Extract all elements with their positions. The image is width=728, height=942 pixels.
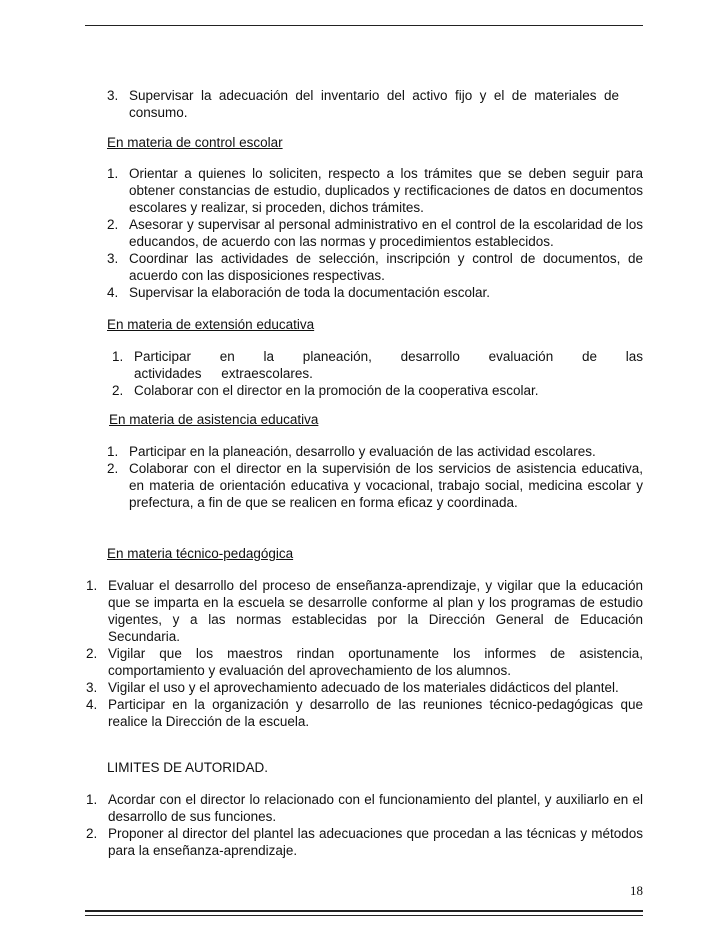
list-item: 4. Supervisar la elaboración de toda la documentación escolar. [107,285,490,300]
list-item: 2. Colaborar con el director en la promoción de la cooperativa escolar. [112,383,539,398]
asistencia-educativa-list [107,443,643,511]
list-item: 2. Asesorar y supervisar al personal administrativo en el control de la escolaridad de los educandos, de acuerdo con las normas y procedimientos establecidos. [107,217,643,249]
list-item: 1. Participar en la planeación, desarrollo evaluación de las actividades extraescolares. [112,349,643,381]
section-heading-limites-de-autoridad: LIMITES DE AUTORIDAD. [107,760,269,775]
extension-educativa-list [112,348,643,399]
list-item: 2. Proponer al director del plantel las adecuaciones que procedan a las técnicas y métodos para la enseñanza-aprendizaje. [86,826,643,858]
list-item: 2. Vigilar que los maestros rindan oportunamente los informes de asistencia, comportamiento y evaluación del aprovechamiento de los alumnos. [86,646,643,678]
limites-de-autoridad-list [86,791,643,859]
list-item: 1. Orientar a quienes lo soliciten, respecto a los trámites que se deben seguir para obtener constancias de estudio, duplicados y rectificaciones de datos en documentos escolares y realizar, si proceden, dichos trámites. [107,166,643,215]
control-escolar-list [107,165,643,301]
list-item: 1. Evaluar el desarrollo del proceso de enseñanza-aprendizaje, y vigilar que la educación que se imparta en la escuela se desarrolle conforme al plan y los programas de estudio vigentes, y a las normas establecidas por la Dirección General de Educación Secundaria. [86,578,643,644]
list-item: 2. Colaborar con el director en la supervisión de los servicios de asistencia educativa, en materia de orientación educativa y vocacional, trabajo social, medicina escolar y prefectura, a fin de que se realicen en forma eficaz y coordinada. [107,461,643,510]
list-item: 3. Supervisar la adecuación del inventario del activo fijo y el de materiales de consumo. [107,88,619,120]
continued-list [107,87,619,121]
list-item: 1. Participar en la planeación, desarrollo y evaluación de las actividad escolares. [107,444,596,459]
section-heading-tecnico-pedagogica: En materia técnico-pedagógica [107,546,294,561]
section-heading-asistencia-educativa: En materia de asistencia educativa [109,412,319,427]
footer-rule-thick [85,910,643,912]
section-heading-control-escolar: En materia de control escolar [107,135,283,150]
section-heading-extension-educativa: En materia de extensión educativa [107,317,315,332]
list-item: 3. Vigilar el uso y el aprovechamiento adecuado de los materiales didácticos del plantel. [86,680,619,695]
tecnico-pedagogica-list [86,577,643,730]
list-item: 3. Coordinar las actividades de selección, inscripción y control de documentos, de acuerdo con las disposiciones respectivas. [107,251,643,283]
list-item: 4. Participar en la organización y desarrollo de las reuniones técnico-pedagógicas que realice la Dirección de la escuela. [86,697,643,729]
header-rule [85,25,643,26]
page-number: 18 [630,883,643,898]
footer-rule-thin [85,915,643,916]
list-item: 1. Acordar con el director lo relacionado con el funcionamiento del plantel, y auxiliarlo en el desarrollo de sus funciones. [86,792,643,824]
